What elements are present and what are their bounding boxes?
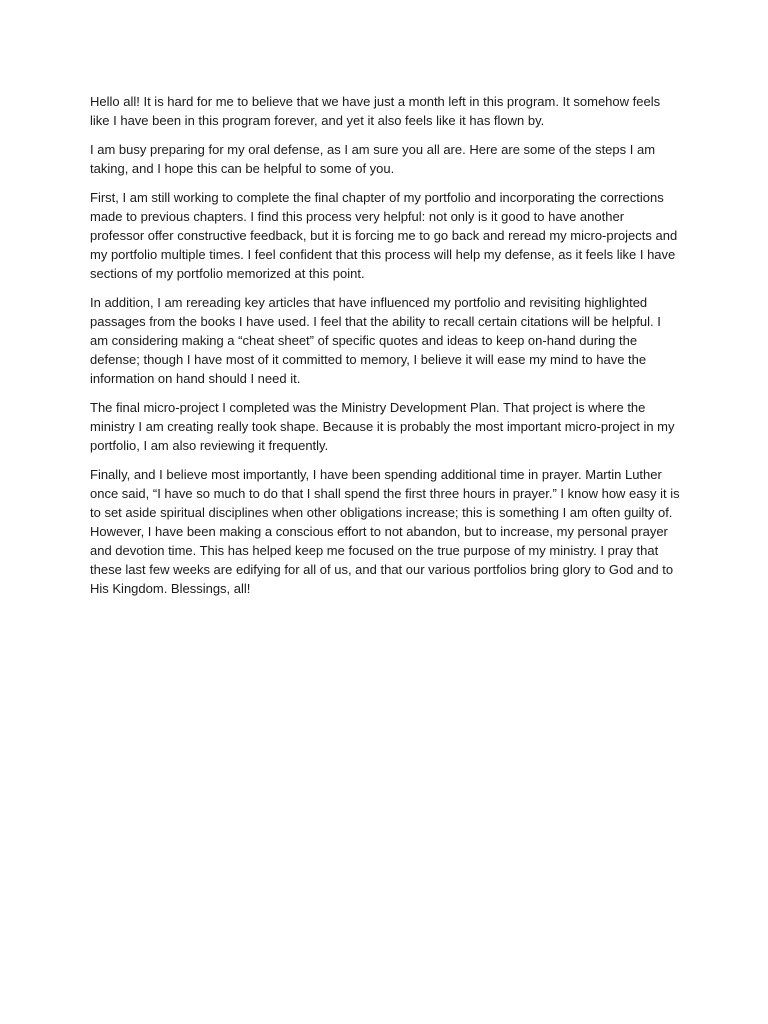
paragraph-micro-project: The final micro-project I completed was the Ministry Development Plan. That project is where the ministry I am creating really took shape. Because it is probably the most important micro-project in my portfolio, I am also reviewing it frequently. (90, 400, 675, 453)
paragraph-preparing: I am busy preparing for my oral defense, as I am sure you all are. Here are some of the steps I am taking, and I hope this can be helpful to some of you. (90, 142, 656, 176)
paragraph-second-step: In addition, I am rereading key articles that have influenced my portfolio and revisiting highlighted passages from the books I have used. I feel that the ability to recall certain citations will be helpful. I am considering making a “cheat sheet” of specific quotes and ideas to keep on-hand during the defense; though I have most of it committed to memory, I believe it will ease my mind to have the information on hand should I need it. (90, 295, 661, 386)
paragraph-greeting: Hello all! It is hard for me to believe that we have just a month left in this program. It somehow feels like I have been in this program forever, and yet it also feels like it has flown by. (90, 94, 661, 128)
paragraph-first-step: First, I am still working to complete the final chapter of my portfolio and incorporating the corrections made to previous chapters. I find this process very helpful: not only is it good to have another professor offer constructive feedback, but it is forcing me to go back and reread my micro-projects and my portfolio multiple times. I feel confident that this process will help my defense, as it feels like I have sections of my portfolio memorized at this point. (90, 190, 678, 281)
paragraph-prayer: Finally, and I believe most importantly, I have been spending additional time in prayer. Martin Luther once said, “I have so much to do that I shall spend the first three hours in prayer.” I know how easy it is to set aside spiritual disciplines when other obligations increase; this is something I am often guilty of. However, I have been making a conscious effort to not abandon, but to increase, my personal prayer and devotion time. This has helped keep me focused on the true purpose of my ministry. I pray that these last few weeks are edifying for all of us, and that our various portfolios bring glory to God and to His Kingdom. Blessings, all! (90, 467, 680, 596)
document-body (90, 92, 680, 608)
